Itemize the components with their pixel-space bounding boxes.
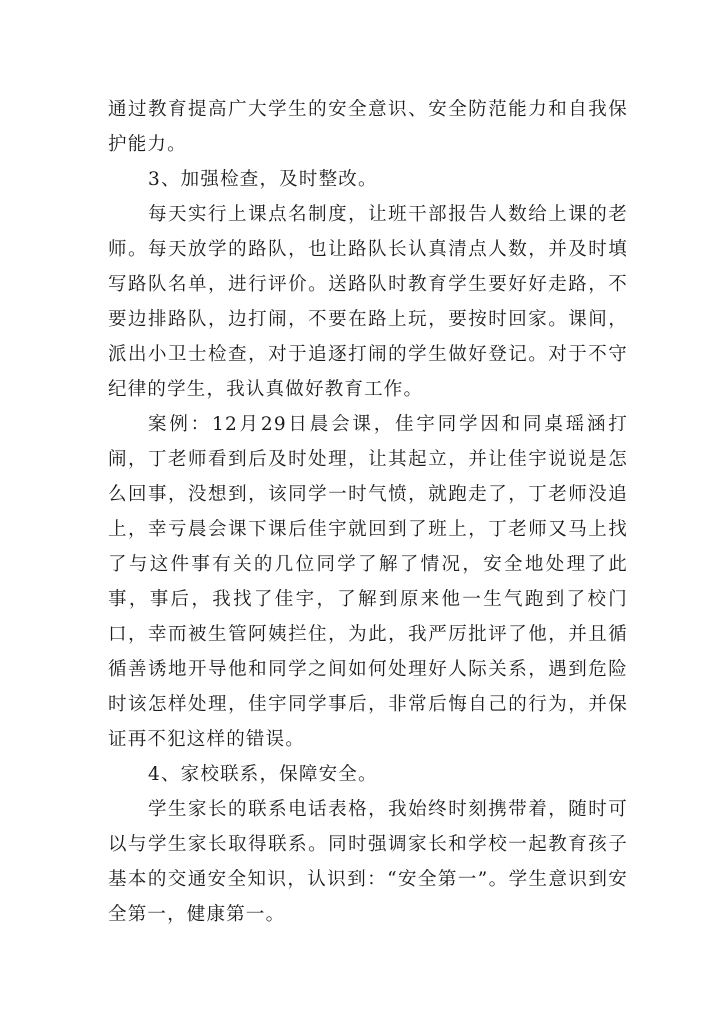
heading-section-4: 4、家校联系，保障安全。 bbox=[148, 764, 378, 785]
paragraph-home-school: 学生家长的联系电话表格，我始终时刻携带着，随时可以与学生家长取得联系。同时强调家长和学校一起教育孩子基本的交通安全知识，认识到：“安全第一”。学生意识到安全第一，健康第一。 bbox=[108, 799, 628, 925]
heading-section-3: 3、加强检查，及时整改。 bbox=[148, 169, 378, 190]
document-body bbox=[108, 92, 628, 932]
paragraph-continuation: 通过教育提高广大学生的安全意识、安全防范能力和自我保护能力。 bbox=[108, 99, 628, 155]
paragraph-roll-call: 每天实行上课点名制度，让班干部报告人数给上课的老师。每天放学的路队，也让路队长认真清点人数，并及时填写路队名单，进行评价。送路队时教育学生要好好走路，不要边排路队，边打闹，不要在路上玩，要按时回家。课间，派出小卫士检查，对于追逐打闹的学生做好登记。对于不守纪律的学生，我认真做好教育工作。 bbox=[108, 204, 628, 400]
paragraph-case-study: 案例：12月29日晨会课，佳宇同学因和同桌瑶涵打闹，丁老师看到后及时处理，让其起立，并让佳宇说说是怎么回事，没想到，该同学一时气愤，就跑走了，丁老师没追上，幸亏晨会课下课后佳宇就回到了班上，丁老师又马上找了与这件事有关的几位同学了解了情况，安全地处理了此事，事后，我找了佳宇，了解到原来他一生气跑到了校门口，幸而被生管阿姨拦住，为此，我严厉批评了他，并且循循善诱地开导他和同学之间如何处理好人际关系，遇到危险时该怎样处理，佳宇同学事后，非常后悔自己的行为，并保证再不犯这样的错误。 bbox=[108, 414, 628, 750]
